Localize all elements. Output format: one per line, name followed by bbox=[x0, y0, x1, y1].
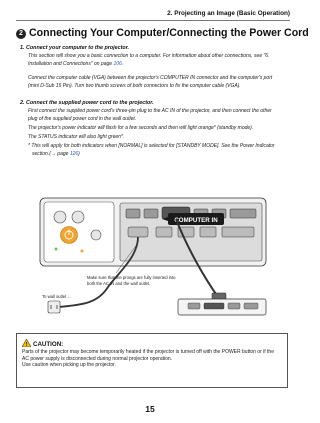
status-indicator-icon bbox=[55, 248, 58, 251]
svg-text:!: ! bbox=[25, 342, 28, 347]
terminal-port-icon bbox=[126, 209, 140, 218]
terminal-port-icon bbox=[200, 227, 216, 237]
power-indicator-icon bbox=[81, 250, 84, 253]
outlet-label bbox=[42, 294, 72, 299]
step-1-heading: 1. Connect your computer to the projector. bbox=[20, 45, 130, 51]
page-link-106[interactable]: 106 bbox=[113, 60, 122, 67]
page-link-126[interactable]: 126 bbox=[69, 150, 79, 157]
section-title bbox=[16, 27, 309, 39]
caution-line-1: Parts of the projector may become temporarily heated if the projector is turned off with the POWER button or if the bbox=[22, 349, 274, 355]
control-button-icon bbox=[72, 211, 84, 223]
step-1-paragraph-2 bbox=[28, 75, 290, 90]
computer-in-label: COMPUTER IN bbox=[174, 217, 218, 224]
caution-heading bbox=[22, 339, 63, 348]
terminal-port-icon bbox=[156, 227, 172, 237]
step-2-paragraph-1 bbox=[28, 108, 290, 123]
step-1-para-1-line-2 bbox=[28, 61, 290, 69]
power-cord-callout-line-1: Make sure that the prongs are fully inserted into bbox=[87, 275, 176, 280]
step-2-heading: 2. Connect the supplied power cord to the projector. bbox=[20, 100, 154, 106]
step-2-para-1-line-1: First connect the supplied power cord's three-pin plug to the AC IN of the projector, and then connect the other bbox=[28, 108, 272, 114]
connection-diagram bbox=[38, 195, 270, 321]
power-plug-icon bbox=[48, 301, 60, 313]
step-2-note bbox=[28, 143, 290, 158]
step-2-note-line-1: * This will apply for both indicators when [NORMAL] is selected for [STANDBY MODE]. See the Power Indicator bbox=[28, 143, 275, 149]
ac-in-port-icon bbox=[128, 227, 148, 237]
header-divider bbox=[16, 20, 290, 21]
control-button-icon bbox=[54, 211, 66, 223]
step-1-para-2-line-1: Connect the computer cable (VGA) between the projector's COMPUTER IN connector and the computer's port bbox=[28, 75, 273, 81]
control-button-icon bbox=[91, 230, 101, 240]
caution-line-2: AC power supply is disconnected during normal projector operation. bbox=[22, 355, 173, 362]
warning-icon bbox=[22, 339, 31, 347]
step-1-para-1-suffix: . bbox=[121, 60, 124, 67]
caution-title: CAUTION: bbox=[33, 341, 64, 348]
step-2-note-line-2 bbox=[28, 151, 290, 159]
step-1-para-1-line-1: This section will show you a basic connection to a computer. For information about other connections, see "6. bbox=[28, 53, 270, 59]
chapter-heading: 2. Projecting an Image (Basic Operation) bbox=[167, 10, 290, 17]
step-1-paragraph-1 bbox=[28, 53, 290, 68]
step-2-note-suffix: ) bbox=[78, 150, 80, 157]
section-title-text: Connecting Your Computer/Connecting the Power Cord bbox=[29, 27, 309, 39]
arrow-left-icon: ← bbox=[67, 294, 72, 299]
step-1-para-2-line-2: (mini D-Sub 15 Pin). Turn two thumb screws of both connectors to fix the computer cable (VGA). bbox=[28, 82, 241, 89]
section-number-badge: 2 bbox=[16, 29, 26, 39]
outlet-label-text: To wall outlet bbox=[42, 294, 67, 299]
power-cord-callout-line-2: both the AC IN and the wall outlet. bbox=[87, 280, 151, 286]
power-cord-callout bbox=[87, 275, 175, 286]
step-2-para-1-line-2: plug of the supplied power cord in the wall outlet. bbox=[28, 115, 137, 122]
step-2-paragraph-2: The projector's power indicator will flash for a few seconds and then will light orange* (standby mode). bbox=[28, 125, 254, 131]
caution-text bbox=[22, 349, 284, 369]
projector-illustration bbox=[40, 198, 266, 266]
computer-illustration bbox=[178, 299, 266, 315]
caution-line-3: Use caution when picking up the projector. bbox=[22, 362, 116, 369]
terminal-port-icon bbox=[230, 209, 256, 218]
terminal-port-icon bbox=[144, 209, 158, 218]
step-1-para-1-text: Installation and Connections" on page bbox=[28, 60, 114, 67]
terminal-port-icon bbox=[222, 227, 254, 237]
step-2-paragraph-3: The STATUS indicator will also light green*. bbox=[28, 134, 125, 140]
page-number: 15 bbox=[145, 404, 155, 414]
step-2-note-text: section.(→ page bbox=[32, 150, 70, 157]
